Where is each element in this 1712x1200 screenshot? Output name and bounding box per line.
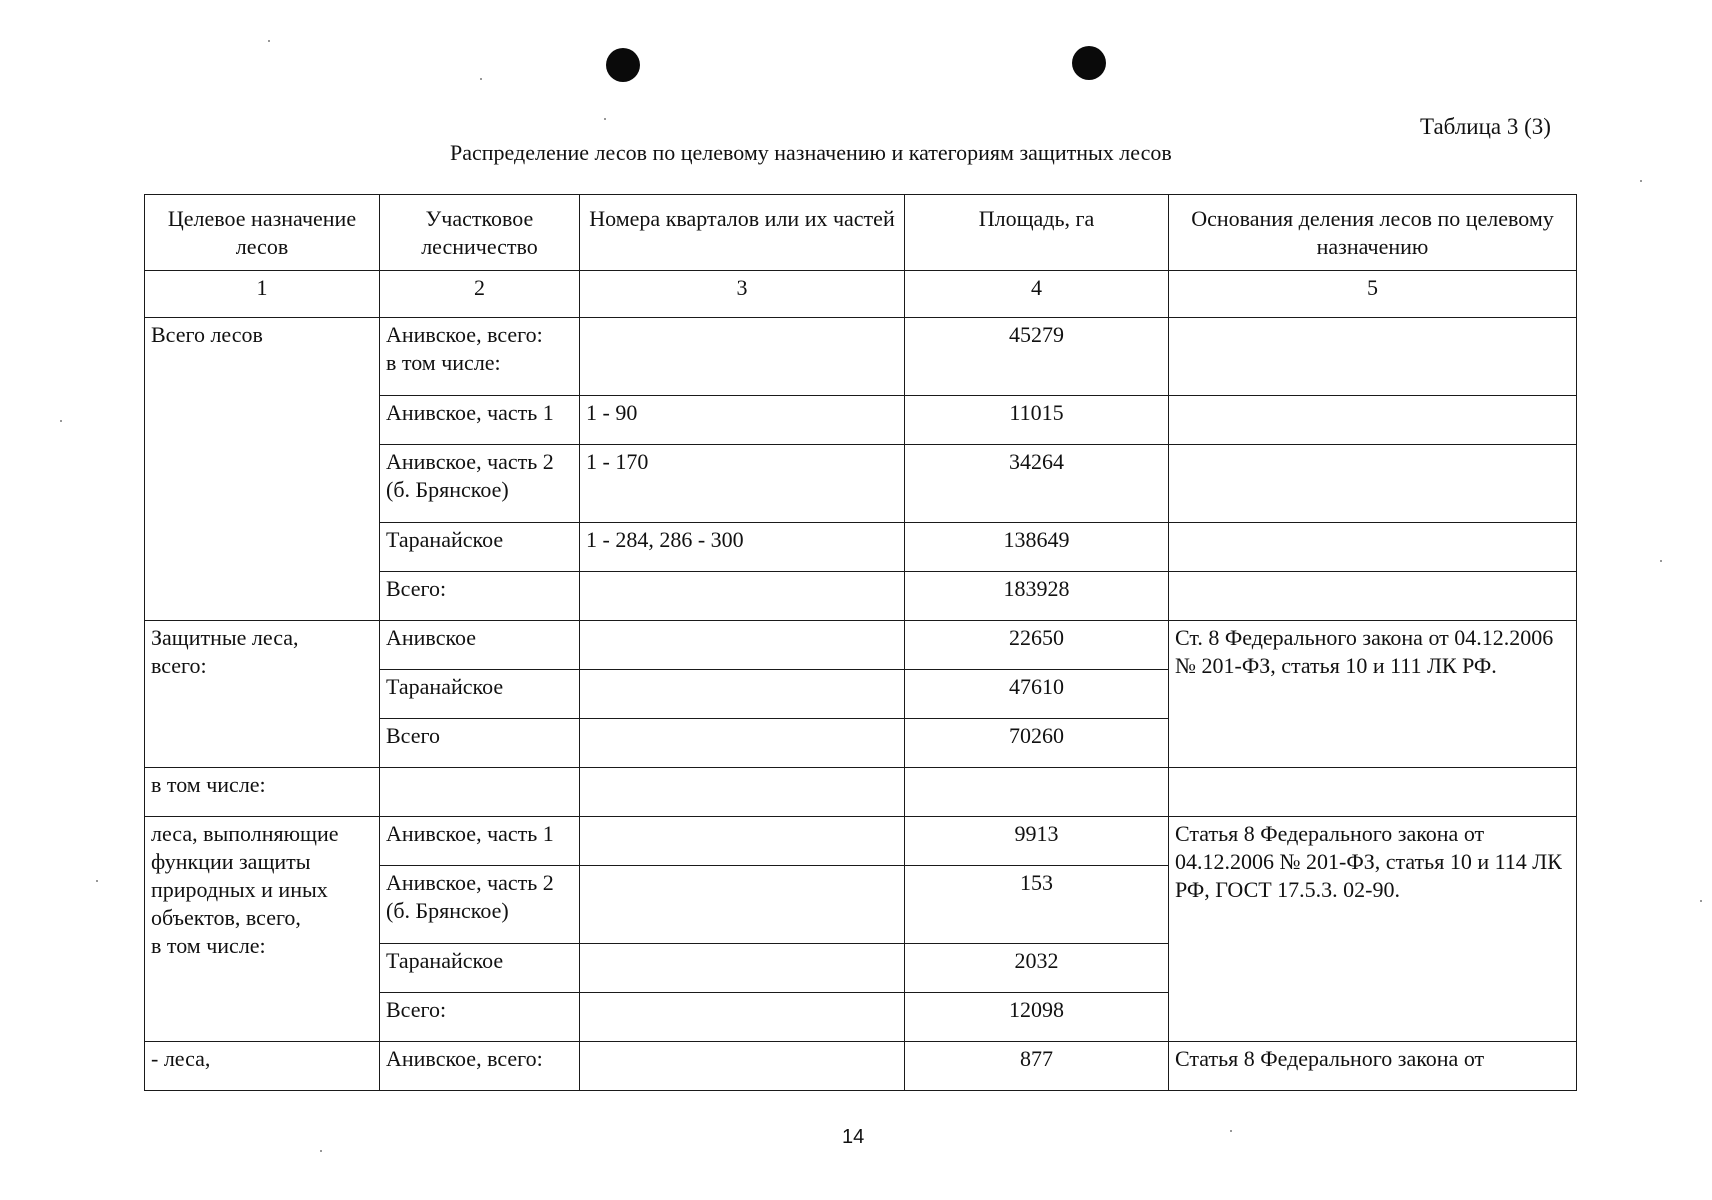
- district-cell: Анивское, всего: в том числе:: [380, 318, 580, 396]
- table-row: [145, 817, 1577, 866]
- scan-speck: [604, 118, 606, 120]
- district-cell: Анивское, всего:: [380, 1042, 580, 1091]
- area-cell: 138649: [905, 523, 1169, 572]
- area-cell: 877: [905, 1042, 1169, 1091]
- area-cell: 2032: [905, 944, 1169, 993]
- forest-distribution-table: [144, 194, 1577, 1091]
- table-number: Таблица 3 (3): [1420, 114, 1551, 139]
- quarters-cell: [580, 1042, 905, 1091]
- header-quarters: Номера кварталов или их частей: [580, 195, 905, 271]
- district-cell: Анивское, часть 2 (б. Брянское): [380, 445, 580, 523]
- basis-cell: Статья 8 Федерального закона от: [1169, 1042, 1577, 1091]
- area-cell: 11015: [905, 396, 1169, 445]
- quarters-cell: 1 - 170: [580, 445, 905, 523]
- header-basis: Основания деления лесов по целевому назначению: [1169, 195, 1577, 271]
- scan-speck: [480, 78, 482, 80]
- district-cell: Таранайское: [380, 670, 580, 719]
- scan-speck: [320, 1150, 322, 1152]
- column-number: 4: [905, 271, 1169, 318]
- district-cell: Таранайское: [380, 944, 580, 993]
- quarters-cell: 1 - 90: [580, 396, 905, 445]
- basis-cell: Ст. 8 Федерального закона от 04.12.2006 № 201-ФЗ, статья 10 и 111 ЛК РФ.: [1169, 621, 1577, 768]
- district-cell: Анивское, часть 2 (б. Брянское): [380, 866, 580, 944]
- column-number: 2: [380, 271, 580, 318]
- quarters-cell: [580, 318, 905, 396]
- purpose-cell: - леса,: [145, 1042, 380, 1091]
- document-title: Распределение лесов по целевому назначению и категориям защитных лесов: [450, 140, 1172, 165]
- punch-hole-right: [1072, 46, 1106, 80]
- district-cell: Всего:: [380, 993, 580, 1042]
- area-cell: 47610: [905, 670, 1169, 719]
- basis-cell: [1169, 768, 1577, 817]
- quarters-cell: [580, 572, 905, 621]
- table-row: [145, 1042, 1577, 1091]
- area-total-cell: 70260: [905, 719, 1169, 768]
- column-number: 5: [1169, 271, 1577, 318]
- scan-speck: [1700, 900, 1702, 902]
- area-cell: 12098: [905, 993, 1169, 1042]
- column-number: 3: [580, 271, 905, 318]
- scan-speck: [96, 880, 98, 882]
- quarters-cell: [580, 768, 905, 817]
- quarters-cell: [580, 621, 905, 670]
- column-number: 1: [145, 271, 380, 318]
- page-number: 14: [842, 1126, 865, 1148]
- quarters-cell: [580, 817, 905, 866]
- area-cell: 34264: [905, 445, 1169, 523]
- district-cell: Всего:: [380, 572, 580, 621]
- quarters-cell: [580, 944, 905, 993]
- scan-speck: [60, 420, 62, 422]
- basis-cell: [1169, 523, 1577, 572]
- quarters-cell: [580, 670, 905, 719]
- basis-cell: [1169, 318, 1577, 396]
- district-cell: [380, 768, 580, 817]
- purpose-cell: Защитные леса, всего:: [145, 621, 380, 768]
- basis-cell: [1169, 572, 1577, 621]
- purpose-cell: в том числе:: [145, 768, 380, 817]
- scan-speck: [1640, 180, 1642, 182]
- area-cell: 22650: [905, 621, 1169, 670]
- purpose-cell: Всего лесов: [145, 318, 380, 621]
- area-total-cell: 183928: [905, 572, 1169, 621]
- scan-speck: [1230, 1130, 1232, 1132]
- punch-hole-left: [606, 48, 640, 82]
- district-cell: Всего: [380, 719, 580, 768]
- district-cell: Таранайское: [380, 523, 580, 572]
- quarters-cell: [580, 866, 905, 944]
- area-cell: 9913: [905, 817, 1169, 866]
- scan-speck: [268, 40, 270, 42]
- quarters-cell: [580, 993, 905, 1042]
- header-area: Площадь, га: [905, 195, 1169, 271]
- basis-cell: Статья 8 Федерального закона от 04.12.2006 № 201-ФЗ, статья 10 и 114 ЛК РФ, ГОСТ 17.5.3. 02-90.: [1169, 817, 1577, 1042]
- header-purpose: Целевое назначение лесов: [145, 195, 380, 271]
- quarters-cell: [580, 719, 905, 768]
- table-row: [145, 318, 1577, 396]
- table-row: [145, 768, 1577, 817]
- basis-cell: [1169, 445, 1577, 523]
- district-cell: Анивское: [380, 621, 580, 670]
- area-cell: 45279: [905, 318, 1169, 396]
- district-cell: Анивское, часть 1: [380, 396, 580, 445]
- area-cell: 153: [905, 866, 1169, 944]
- scan-speck: [1660, 560, 1662, 562]
- quarters-cell: 1 - 284, 286 - 300: [580, 523, 905, 572]
- basis-cell: [1169, 396, 1577, 445]
- purpose-cell: леса, выполняющие функции защиты природных и иных объектов, всего, в том числе:: [145, 817, 380, 1042]
- district-cell: Анивское, часть 1: [380, 817, 580, 866]
- header-district: Участковое лесничество: [380, 195, 580, 271]
- area-cell: [905, 768, 1169, 817]
- table-row: [145, 621, 1577, 670]
